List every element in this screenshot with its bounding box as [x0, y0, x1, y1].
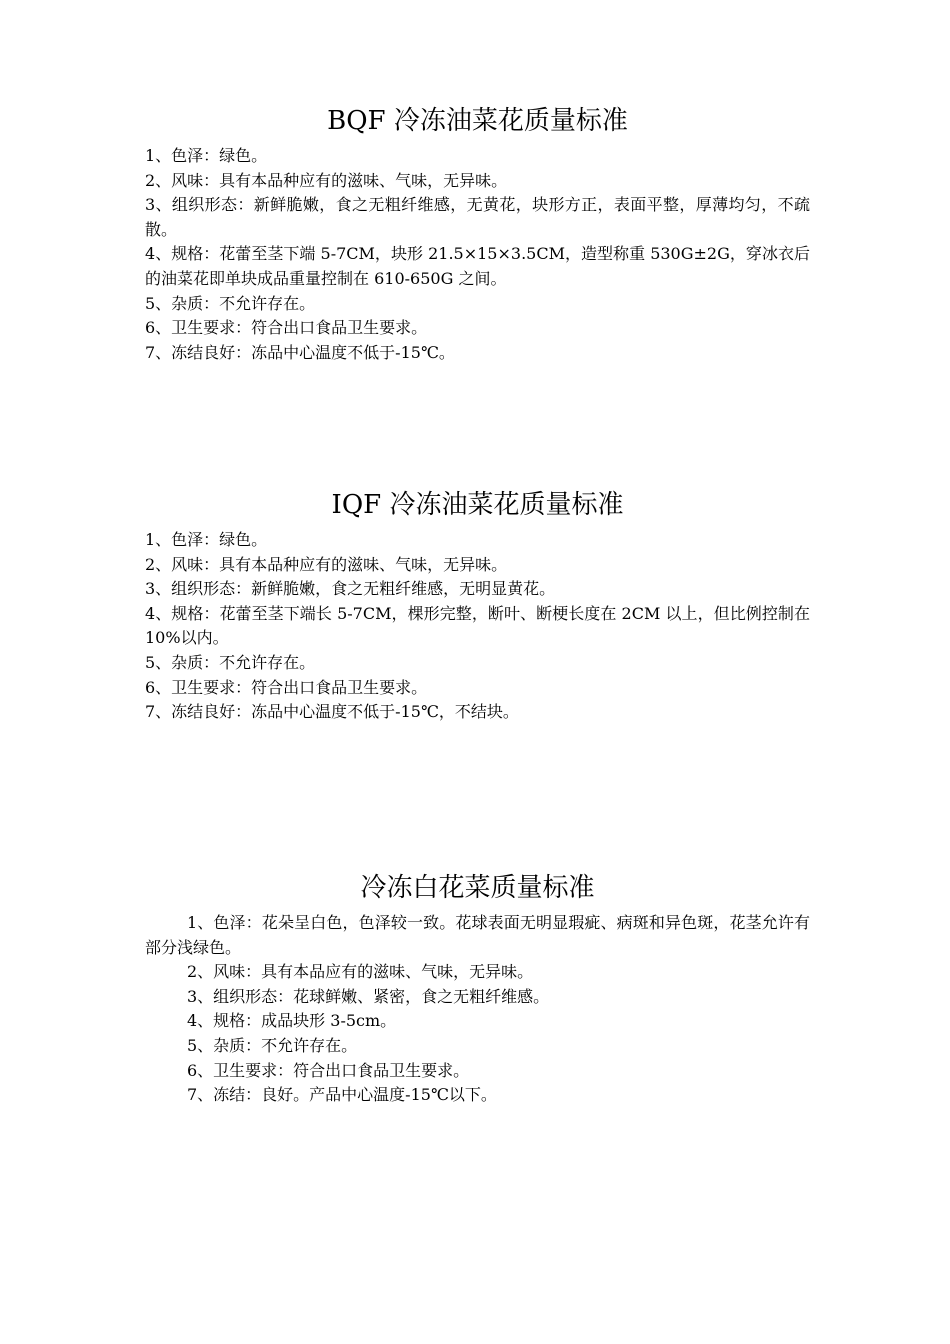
list-item: 3、组织形态：新鲜脆嫩，食之无粗纤维感，无明显黄花。: [145, 579, 556, 599]
list-item: 2、风味：具有本品种应有的滋味、气味，无异味。: [145, 554, 508, 574]
list-item: 2、风味：具有本品应有的滋味、气味，无异味。: [187, 962, 534, 982]
list-item: 2、风味：具有本品种应有的滋味、气味，无异味。: [145, 170, 508, 190]
list-item: 6、卫生要求：符合出口食品卫生要求。: [145, 677, 428, 697]
list-item: 4、规格：成品块形 3-5cm。: [187, 1011, 397, 1031]
section-iqf-rapeseed-flower: [145, 488, 810, 725]
list-item: 1、色泽：绿色。: [145, 530, 268, 549]
list-item: 6、卫生要求：符合出口食品卫生要求。: [187, 1060, 470, 1080]
list-item: 3、组织形态：新鲜脆嫩，食之无粗纤维感，无黄花，块形方正，表面平整，厚薄均匀，不疏散。: [145, 195, 810, 239]
list-item: 4、规格：花蕾至茎下端长 5-7CM，棵形完整，断叶、断梗长度在 2CM 以上，但比例控制在 10%以内。: [145, 603, 810, 648]
list-item: 7、冻结良好：冻品中心温度不低于-15℃，不结块。: [145, 702, 519, 722]
section-title: BQF 冷冻油菜花质量标准: [327, 106, 628, 136]
list-item: 6、卫生要求：符合出口食品卫生要求。: [145, 318, 428, 338]
list-item: 5、杂质：不允许存在。: [145, 293, 316, 313]
list-item: 7、冻结：良好。产品中心温度-15℃以下。: [187, 1085, 497, 1105]
section-title: 冷冻白花菜质量标准: [360, 873, 595, 903]
list-item: 1、色泽：花朵呈白色，色泽较一致。花球表面无明显瑕疵、病斑和异色斑，花茎允许有部分浅绿色。: [145, 913, 810, 957]
section-frozen-cauliflower: [145, 871, 810, 1108]
section-title: IQF 冷冻油菜花质量标准: [331, 490, 624, 520]
list-item: 5、杂质：不允许存在。: [145, 652, 316, 672]
list-item: 3、组织形态：花球鲜嫩、紧密，食之无粗纤维感。: [187, 986, 550, 1006]
list-item: 4、规格：花蕾至茎下端 5-7CM，块形 21.5×15×3.5CM，造型称重 530G±2G，穿冰衣后的油菜花即单块成品重量控制在 610-650G 之间。: [145, 244, 810, 288]
section-bqf-rapeseed-flower: [145, 104, 810, 365]
list-item: 5、杂质：不允许存在。: [187, 1035, 358, 1055]
list-item: 1、色泽：绿色。: [145, 146, 268, 165]
list-item: 7、冻结良好：冻品中心温度不低于-15℃。: [145, 342, 455, 362]
